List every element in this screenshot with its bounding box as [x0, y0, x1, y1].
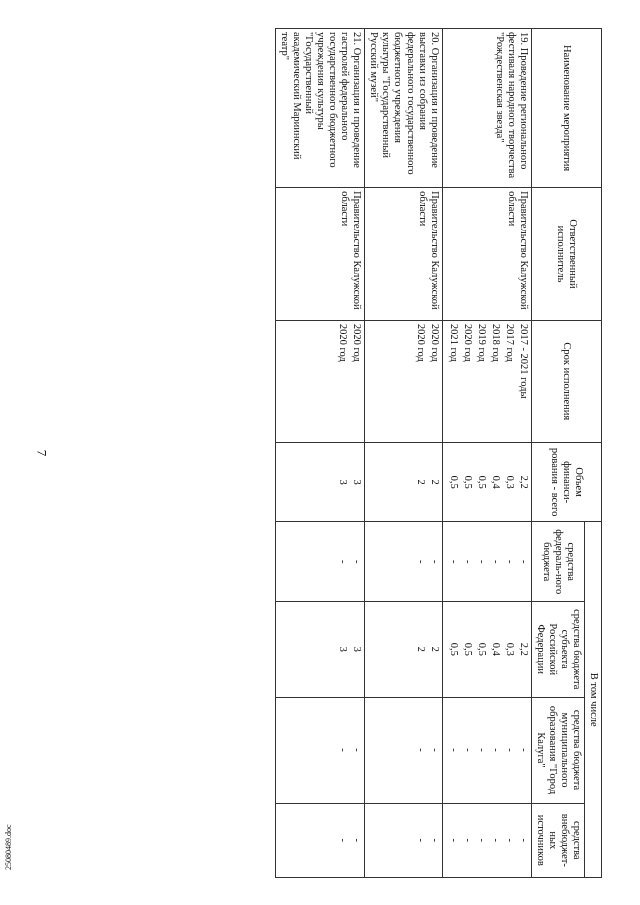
row-federal-value: -: [503, 559, 515, 564]
row-volume: [275, 442, 364, 522]
row-federal-value: -: [517, 559, 529, 564]
row-volume-value: 2: [414, 479, 426, 485]
row-term-value: 2021 год: [447, 323, 459, 362]
row-term: [365, 320, 442, 442]
row-name: [442, 29, 531, 188]
row-extrabudget-value: -: [489, 838, 501, 843]
table-row: [442, 29, 531, 878]
row-volume-value: 3: [351, 479, 363, 485]
row-municipal-value: -: [461, 748, 473, 752]
row-responsible: Правительство Калужской области: [365, 188, 442, 321]
row-responsible: Правительство Калужской области: [275, 188, 364, 321]
footer-code: 25080489.doc: [4, 824, 13, 870]
row-federal: [275, 522, 364, 602]
row-term-value: 2020 год: [351, 323, 363, 362]
row-municipal-value: -: [489, 748, 501, 752]
row-regional-value: 2,2: [517, 642, 529, 656]
row-extrabudget-value: -: [447, 838, 459, 843]
row-municipal-value: -: [414, 748, 426, 752]
row-extrabudget-value: -: [517, 838, 529, 843]
header-term: Срок исполнения: [531, 320, 601, 442]
row-regional-value: 3: [351, 646, 363, 652]
row-municipal: [365, 697, 442, 803]
row-extrabudget-value: -: [351, 838, 363, 843]
page-number: 7: [34, 449, 50, 457]
row-municipal-value: -: [351, 748, 363, 752]
row-federal: [365, 522, 442, 602]
row-municipal: [442, 697, 531, 803]
header-municipal: средства бюджета муниципального образования "Город Калуга": [531, 697, 584, 803]
row-regional-value: 0,4: [489, 642, 501, 656]
row-term: [442, 320, 531, 442]
row-federal-value: -: [414, 559, 426, 564]
row-term-value: 2018 год: [489, 323, 501, 362]
row-volume: [442, 442, 531, 522]
row-volume-value: 0,5: [475, 475, 487, 489]
table-row: [275, 29, 364, 878]
row-term: [275, 320, 364, 442]
row-number: 19.: [517, 32, 529, 46]
row-extrabudget-value: -: [475, 838, 487, 843]
row-regional-value: 0,5: [461, 642, 473, 656]
row-regional: [365, 602, 442, 698]
header-volume: Объем финанси-рования - всего: [531, 442, 601, 522]
row-volume-value: 0,3: [503, 475, 515, 489]
row-extrabudget-value: -: [337, 838, 349, 843]
row-federal: [442, 522, 531, 602]
row-name: [365, 29, 442, 188]
row-extrabudget: [365, 803, 442, 877]
row-term-value: 2020 год: [337, 323, 349, 362]
row-volume-value: 0,5: [461, 475, 473, 489]
row-name-text: Организация и проведение гастролей федерального государственного бюджетного учреждения культуры "Государственный академический Мариинский театр": [278, 32, 363, 168]
row-federal-value: -: [489, 559, 501, 564]
row-regional: [442, 602, 531, 698]
row-volume-value: 3: [337, 479, 349, 485]
row-federal-value: -: [461, 559, 473, 564]
row-volume-value: 2,2: [517, 475, 529, 489]
row-extrabudget: [275, 803, 364, 877]
row-volume-value: 2: [428, 479, 440, 485]
row-federal-value: -: [337, 559, 349, 564]
row-responsible: Правительство Калужской области: [442, 188, 531, 321]
header-including: В том числе: [584, 522, 601, 878]
schedule-table: [275, 28, 602, 878]
row-federal-value: -: [428, 559, 440, 564]
row-extrabudget-value: -: [503, 838, 515, 843]
document-table-wrapper: [62, 28, 602, 878]
row-federal-value: -: [351, 559, 363, 564]
row-extrabudget-value: -: [414, 838, 426, 843]
row-term-value: 2019 год: [475, 323, 487, 362]
row-municipal-value: -: [428, 748, 440, 752]
row-extrabudget-value: -: [461, 838, 473, 843]
row-term-value: 2020 год: [461, 323, 473, 362]
row-regional-value: 0,3: [503, 642, 515, 656]
row-name: [275, 29, 364, 188]
row-regional-value: 0,5: [475, 642, 487, 656]
header-name: Наименование мероприятия: [531, 29, 601, 188]
row-municipal-value: -: [517, 748, 529, 752]
row-term-value: 2017 - 2021 годы: [517, 323, 529, 399]
row-term-value: 2020 год: [428, 323, 440, 362]
row-municipal-value: -: [337, 748, 349, 752]
table-row: [365, 29, 442, 878]
header-federal: средства федераль-ного бюджета: [531, 522, 584, 602]
row-federal-value: -: [475, 559, 487, 564]
row-number: 21.: [351, 32, 363, 46]
row-name-text: Проведение регионального фестиваля народного творчества "Рождественская звезда": [493, 32, 529, 179]
table-body: [275, 29, 531, 878]
row-regional: [275, 602, 364, 698]
row-regional-value: 2: [428, 646, 440, 652]
row-volume-value: 0,4: [489, 475, 501, 489]
header-regional: средства бюджета субъекта Российской Федерации: [531, 602, 584, 698]
row-municipal: [275, 697, 364, 803]
header-extrabudget: средства внебюджет-ных источников: [531, 803, 584, 877]
row-volume-value: 0,5: [447, 475, 459, 489]
row-term-value: 2017 год: [503, 323, 515, 362]
row-municipal-value: -: [447, 748, 459, 752]
header-responsible: Ответственный исполнитель: [531, 188, 601, 321]
row-volume: [365, 442, 442, 522]
row-regional-value: 2: [414, 646, 426, 652]
row-name-text: Организация и проведение выставки из собрания федерального государственного бюджетного учреждения культуры "Государственный Русский музей": [368, 32, 440, 175]
row-regional-value: 0,5: [447, 642, 459, 656]
row-number: 20.: [428, 32, 440, 46]
row-extrabudget-value: -: [428, 838, 440, 843]
row-extrabudget: [442, 803, 531, 877]
row-federal-value: -: [447, 559, 459, 564]
row-regional-value: 3: [337, 646, 349, 652]
row-term-value: 2020 год: [414, 323, 426, 362]
row-municipal-value: -: [503, 748, 515, 752]
row-municipal-value: -: [475, 748, 487, 752]
